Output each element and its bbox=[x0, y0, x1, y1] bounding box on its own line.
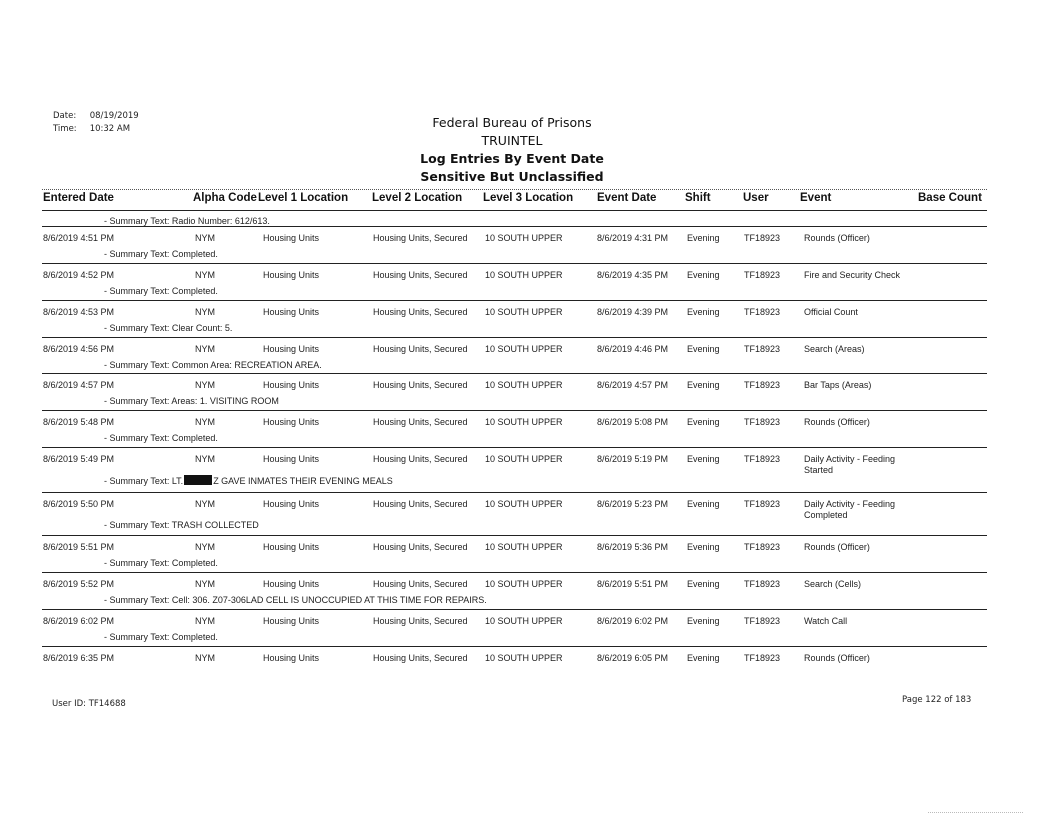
time-value: 10:32 AM bbox=[89, 124, 131, 134]
cell-event: Official Count bbox=[804, 307, 858, 317]
cell-event-date: 8/6/2019 6:02 PM bbox=[597, 616, 669, 626]
cell-user: TF18923 bbox=[744, 270, 781, 280]
cell-user: TF18923 bbox=[744, 233, 781, 243]
report-title-block bbox=[400, 114, 624, 186]
cell-event: Rounds (Officer) bbox=[804, 653, 870, 663]
row-rule bbox=[42, 447, 987, 448]
cell-event-date: 8/6/2019 5:23 PM bbox=[597, 499, 669, 509]
cell-alpha-code: NYM bbox=[195, 579, 215, 589]
summary-text: - Summary Text: Completed. bbox=[104, 286, 218, 296]
footer-user-id: User ID: TF14688 bbox=[52, 699, 126, 709]
cell-level3-location: 10 SOUTH UPPER bbox=[485, 307, 563, 317]
cell-level3-location: 10 SOUTH UPPER bbox=[485, 454, 563, 464]
cell-alpha-code: NYM bbox=[195, 307, 215, 317]
row-rule bbox=[42, 492, 987, 493]
cell-alpha-code: NYM bbox=[195, 499, 215, 509]
agency-title: Federal Bureau of Prisons bbox=[432, 115, 592, 130]
cell-alpha-code: NYM bbox=[195, 454, 215, 464]
row-rule bbox=[42, 300, 987, 301]
cell-user: TF18923 bbox=[744, 344, 781, 354]
col-level1-location: Level 1 Location bbox=[258, 192, 349, 204]
cell-shift: Evening bbox=[687, 454, 720, 464]
cell-level1-location: Housing Units bbox=[263, 653, 320, 663]
date-label: Date: bbox=[53, 111, 77, 121]
cell-entered-date: 8/6/2019 5:50 PM bbox=[43, 499, 115, 509]
cell-level1-location: Housing Units bbox=[263, 270, 320, 280]
summary-text: - Summary Text: Common Area: RECREATION AREA. bbox=[104, 360, 322, 370]
summary-text-part: - Summary Text: LT. bbox=[104, 476, 184, 486]
cell-level1-location: Housing Units bbox=[263, 499, 320, 509]
cell-event-date: 8/6/2019 5:19 PM bbox=[597, 454, 669, 464]
cell-shift: Evening bbox=[687, 307, 720, 317]
cell-user: TF18923 bbox=[744, 417, 781, 427]
cell-shift: Evening bbox=[687, 270, 720, 280]
cell-level3-location: 10 SOUTH UPPER bbox=[485, 499, 563, 509]
cell-entered-date: 8/6/2019 4:57 PM bbox=[43, 380, 115, 390]
header-top-rule bbox=[42, 189, 987, 190]
report-date bbox=[53, 111, 139, 121]
cell-event-date: 8/6/2019 4:39 PM bbox=[597, 307, 669, 317]
cell-user: TF18923 bbox=[744, 653, 781, 663]
cell-level3-location: 10 SOUTH UPPER bbox=[485, 380, 563, 390]
cell-shift: Evening bbox=[687, 380, 720, 390]
cell-shift: Evening bbox=[687, 233, 720, 243]
cell-shift: Evening bbox=[687, 344, 720, 354]
date-value: 08/19/2019 bbox=[89, 111, 139, 121]
cell-level3-location: 10 SOUTH UPPER bbox=[485, 653, 563, 663]
cell-level1-location: Housing Units bbox=[263, 380, 320, 390]
cell-user: TF18923 bbox=[744, 542, 781, 552]
cell-level3-location: 10 SOUTH UPPER bbox=[485, 417, 563, 427]
time-label: Time: bbox=[53, 124, 77, 134]
cell-user: TF18923 bbox=[744, 499, 781, 509]
cell-alpha-code: NYM bbox=[195, 542, 215, 552]
cell-level1-location: Housing Units bbox=[263, 542, 320, 552]
cell-level1-location: Housing Units bbox=[263, 307, 320, 317]
cell-entered-date: 8/6/2019 6:35 PM bbox=[43, 653, 115, 663]
system-title: TRUINTEL bbox=[481, 133, 543, 148]
cell-event-date: 8/6/2019 4:31 PM bbox=[597, 233, 669, 243]
cell-event-date: 8/6/2019 5:36 PM bbox=[597, 542, 669, 552]
cell-entered-date: 8/6/2019 4:52 PM bbox=[43, 270, 115, 280]
cell-level2-location: Housing Units, Secured bbox=[373, 233, 468, 243]
footer-page-number: Page 122 of 183 bbox=[902, 695, 972, 705]
col-level2-location: Level 2 Location bbox=[372, 192, 463, 204]
cell-level2-location: Housing Units, Secured bbox=[373, 616, 468, 626]
cell-entered-date: 8/6/2019 4:56 PM bbox=[43, 344, 115, 354]
classification-title: Sensitive But Unclassified bbox=[420, 169, 604, 184]
row-rule bbox=[42, 337, 987, 338]
cell-level2-location: Housing Units, Secured bbox=[373, 380, 468, 390]
row-rule bbox=[42, 410, 987, 411]
summary-text: - Summary Text: TRASH COLLECTED bbox=[104, 520, 259, 530]
summary-text: - Summary Text: Completed. bbox=[104, 433, 218, 443]
cell-level2-location: Housing Units, Secured bbox=[373, 307, 468, 317]
cell-event-date: 8/6/2019 6:05 PM bbox=[597, 653, 669, 663]
col-event-date: Event Date bbox=[597, 192, 657, 204]
col-user: User bbox=[743, 192, 769, 204]
cell-event: Rounds (Officer) bbox=[804, 417, 870, 427]
cell-user: TF18923 bbox=[744, 307, 781, 317]
summary-text: - Summary Text: Completed. bbox=[104, 632, 218, 642]
cell-event-date: 8/6/2019 5:51 PM bbox=[597, 579, 669, 589]
cell-shift: Evening bbox=[687, 579, 720, 589]
summary-text: - Summary Text: Areas: 1. VISITING ROOM bbox=[104, 396, 279, 406]
cell-shift: Evening bbox=[687, 499, 720, 509]
cell-event: Search (Cells) bbox=[804, 579, 862, 589]
row-rule bbox=[42, 572, 987, 573]
cell-alpha-code: NYM bbox=[195, 417, 215, 427]
cell-event: Daily Activity - Feeding Completed bbox=[804, 499, 896, 520]
summary-text: - Summary Text: Radio Number: 612/613. bbox=[104, 216, 270, 226]
cell-level2-location: Housing Units, Secured bbox=[373, 270, 468, 280]
summary-text: - Summary Text: Cell: 306. Z07-306LAD CELL IS UNOCCUPIED AT THIS TIME FOR REPAIRS. bbox=[104, 595, 487, 605]
cell-level1-location: Housing Units bbox=[263, 417, 320, 427]
cell-event: Daily Activity - Feeding Started bbox=[804, 454, 896, 475]
cell-level2-location: Housing Units, Secured bbox=[373, 579, 468, 589]
cell-entered-date: 8/6/2019 5:48 PM bbox=[43, 417, 115, 427]
cell-level2-location: Housing Units, Secured bbox=[373, 344, 468, 354]
summary-text: - Summary Text: Clear Count: 5. bbox=[104, 323, 233, 333]
scan-artifact bbox=[928, 812, 1023, 813]
cell-event-date: 8/6/2019 4:57 PM bbox=[597, 380, 669, 390]
cell-level1-location: Housing Units bbox=[263, 454, 320, 464]
summary-text: - Summary Text: Completed. bbox=[104, 249, 218, 259]
cell-level3-location: 10 SOUTH UPPER bbox=[485, 270, 563, 280]
cell-level2-location: Housing Units, Secured bbox=[373, 417, 468, 427]
col-event: Event bbox=[800, 192, 832, 204]
cell-alpha-code: NYM bbox=[195, 380, 215, 390]
cell-level1-location: Housing Units bbox=[263, 233, 320, 243]
cell-level1-location: Housing Units bbox=[263, 579, 320, 589]
cell-entered-date: 8/6/2019 6:02 PM bbox=[43, 616, 115, 626]
cell-level2-location: Housing Units, Secured bbox=[373, 653, 468, 663]
row-rule bbox=[42, 535, 987, 536]
row-rule bbox=[42, 646, 987, 647]
cell-alpha-code: NYM bbox=[195, 653, 215, 663]
row-rule bbox=[42, 373, 987, 374]
report-time bbox=[53, 124, 130, 134]
cell-level3-location: 10 SOUTH UPPER bbox=[485, 616, 563, 626]
cell-level3-location: 10 SOUTH UPPER bbox=[485, 233, 563, 243]
cell-level3-location: 10 SOUTH UPPER bbox=[485, 542, 563, 552]
col-shift: Shift bbox=[685, 192, 711, 204]
row-rule bbox=[42, 609, 987, 610]
cell-alpha-code: NYM bbox=[195, 270, 215, 280]
cell-shift: Evening bbox=[687, 542, 720, 552]
header-bottom-rule bbox=[42, 210, 987, 211]
cell-level3-location: 10 SOUTH UPPER bbox=[485, 579, 563, 589]
cell-event-date: 8/6/2019 5:08 PM bbox=[597, 417, 669, 427]
cell-shift: Evening bbox=[687, 417, 720, 427]
cell-entered-date: 8/6/2019 4:53 PM bbox=[43, 307, 115, 317]
cell-event: Rounds (Officer) bbox=[804, 542, 870, 552]
cell-entered-date: 8/6/2019 5:51 PM bbox=[43, 542, 115, 552]
col-base-count: Base Count bbox=[918, 192, 982, 204]
cell-level2-location: Housing Units, Secured bbox=[373, 454, 468, 464]
cell-event: Watch Call bbox=[804, 616, 848, 626]
cell-user: TF18923 bbox=[744, 380, 781, 390]
cell-alpha-code: NYM bbox=[195, 344, 215, 354]
report-title: Log Entries By Event Date bbox=[420, 151, 604, 166]
cell-event-date: 8/6/2019 4:35 PM bbox=[597, 270, 669, 280]
col-alpha-code: Alpha Code bbox=[193, 192, 257, 204]
cell-level1-location: Housing Units bbox=[263, 616, 320, 626]
cell-entered-date: 8/6/2019 5:49 PM bbox=[43, 454, 115, 464]
cell-shift: Evening bbox=[687, 653, 720, 663]
col-entered-date: Entered Date bbox=[43, 192, 114, 204]
cell-level2-location: Housing Units, Secured bbox=[373, 542, 468, 552]
cell-entered-date: 8/6/2019 5:52 PM bbox=[43, 579, 115, 589]
cell-event-date: 8/6/2019 4:46 PM bbox=[597, 344, 669, 354]
cell-event: Rounds (Officer) bbox=[804, 233, 870, 243]
cell-user: TF18923 bbox=[744, 579, 781, 589]
cell-level2-location: Housing Units, Secured bbox=[373, 499, 468, 509]
cell-alpha-code: NYM bbox=[195, 616, 215, 626]
cell-event: Fire and Security Check bbox=[804, 270, 901, 280]
cell-level1-location: Housing Units bbox=[263, 344, 320, 354]
cell-event: Bar Taps (Areas) bbox=[804, 380, 872, 390]
row-rule bbox=[42, 263, 987, 264]
summary-text-part: Z GAVE INMATES THEIR EVENING MEALS bbox=[213, 476, 393, 486]
cell-entered-date: 8/6/2019 4:51 PM bbox=[43, 233, 115, 243]
summary-text: - Summary Text: Completed. bbox=[104, 558, 218, 568]
redaction-block bbox=[184, 475, 212, 485]
cell-shift: Evening bbox=[687, 616, 720, 626]
col-level3-location: Level 3 Location bbox=[483, 192, 574, 204]
cell-event: Search (Areas) bbox=[804, 344, 865, 354]
cell-user: TF18923 bbox=[744, 454, 781, 464]
cell-level3-location: 10 SOUTH UPPER bbox=[485, 344, 563, 354]
summary-text bbox=[104, 475, 393, 486]
cell-user: TF18923 bbox=[744, 616, 781, 626]
cell-alpha-code: NYM bbox=[195, 233, 215, 243]
row-rule bbox=[42, 226, 987, 227]
